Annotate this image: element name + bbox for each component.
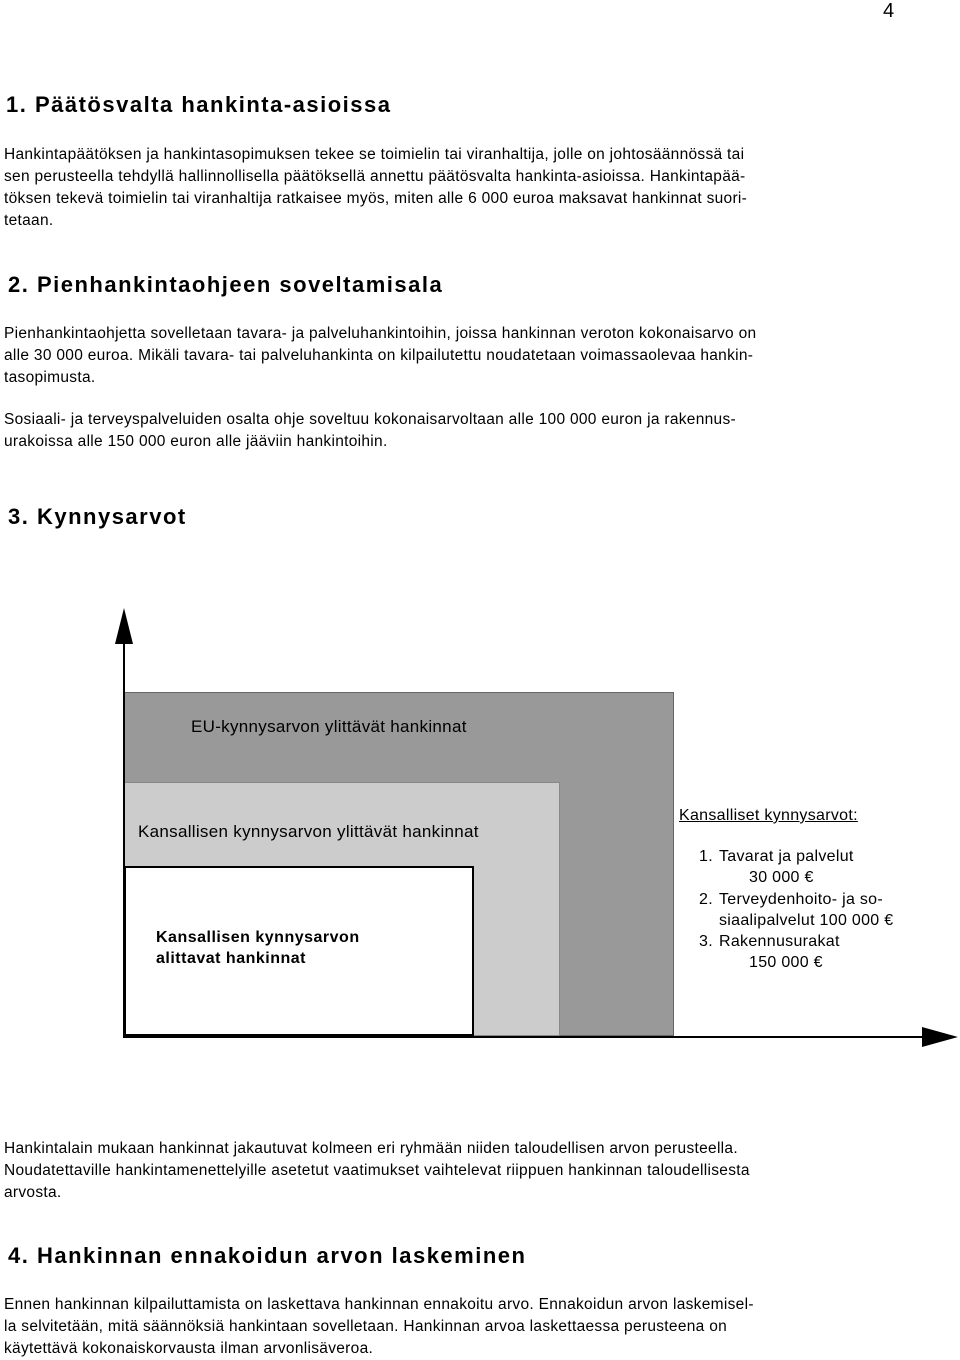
list-number: 2. (699, 890, 713, 908)
threshold-value: 30 000 € (749, 869, 814, 887)
text-line: la selvitetään, mitä säännöksiä hankintaan sovelletaan. Hankinnan arvoa laskettaessa perusteena on (4, 1318, 728, 1335)
label-line: alittavat hankinnat (156, 950, 306, 967)
text-line: töksen tekevä toimielin tai viranhaltija ratkaisee myös, miten alle 6 000 euroa maksavat hankinnat suori- (4, 190, 748, 207)
section-2-paragraph-1 (4, 323, 939, 389)
national-thresholds-list (679, 805, 893, 973)
x-axis-arrow-icon (922, 1027, 958, 1047)
list-number: 3. (699, 933, 713, 951)
text-line: Hankintalain mukaan hankinnat jakautuvat kolmeen eri ryhmään niiden taloudellisen arvon perusteella. (4, 1140, 738, 1157)
section-1-heading: 1. Päätösvalta hankinta-asioissa (6, 92, 392, 117)
text-line: Ennen hankinnan kilpailuttamista on laskettava hankinnan ennakoitu arvo. Ennakoidun arvon laskemisel- (4, 1296, 754, 1313)
list-item (679, 846, 893, 867)
y-axis-arrow-icon (115, 608, 133, 644)
list-text: siaalipalvelut 100 000 € (719, 911, 894, 929)
list-item-continued (679, 910, 893, 931)
text-line: käytettävä kokonaiskorvausta ilman arvonlisäveroa. (4, 1340, 374, 1357)
text-line: tetaan. (4, 212, 54, 229)
list-text: Terveydenhoito- ja so- (719, 890, 884, 908)
list-text: Rakennusurakat (719, 933, 840, 951)
section-4-paragraph (4, 1294, 939, 1360)
text-line: alle 30 000 euroa. Mikäli tavara- tai palveluhankinta on kilpailutettu noudatetaan voimassaolevaa hankin- (4, 347, 754, 364)
label-line: Kansallisen kynnysarvon (156, 929, 360, 946)
section-3-paragraph (4, 1138, 939, 1204)
list-number: 1. (699, 848, 713, 866)
thresholds-title: Kansalliset kynnysarvot: (679, 807, 858, 824)
list-item (679, 889, 893, 910)
list-item (679, 931, 893, 952)
list-text: Tavarat ja palvelut (719, 848, 854, 866)
section-2-paragraph-2 (4, 409, 939, 453)
text-line: Pienhankintaohjetta sovelletaan tavara- ja palveluhankintoihin, joissa hankinnan veroton kokonaisarvo on (4, 325, 757, 342)
text-line: urakoissa alle 150 000 euron alle jääviin hankintoihin. (4, 433, 388, 450)
section-2-heading: 2. Pienhankintaohjeen soveltamisala (8, 272, 444, 297)
threshold-diagram (0, 600, 960, 1100)
text-line: arvosta. (4, 1184, 62, 1201)
section-3-heading: 3. Kynnysarvot (8, 504, 187, 529)
y-axis (123, 640, 125, 1038)
threshold-value: 150 000 € (749, 954, 823, 972)
section-1-paragraph (4, 144, 939, 232)
section-4-heading: 4. Hankinnan ennakoidun arvon laskeminen (8, 1243, 527, 1268)
below-threshold-label (156, 927, 436, 969)
eu-threshold-label: EU-kynnysarvon ylittävät hankinnat (191, 717, 467, 736)
text-line: Sosiaali- ja terveyspalveluiden osalta ohje soveltuu kokonaisarvoltaan alle 100 000 euron ja rakennus- (4, 411, 736, 428)
text-line: sen perusteella tehdyllä hallinnollisella päätöksellä annettu päätösvalta hankinta-asioissa. Hankintapää- (4, 168, 746, 185)
page-number: 4 (883, 0, 895, 22)
text-line: tasopimusta. (4, 369, 96, 386)
national-threshold-label: Kansallisen kynnysarvon ylittävät hankinnat (138, 822, 479, 841)
text-line: Noudatettaville hankintamenettelyille asetetut vaatimukset vaihtelevat riippuen hankinnan taloudellisesta (4, 1162, 750, 1179)
text-line: Hankintapäätöksen ja hankintasopimuksen tekee se toimielin tai viranhaltija, jolle on johtosäännössä tai (4, 146, 745, 163)
x-axis (123, 1036, 923, 1038)
